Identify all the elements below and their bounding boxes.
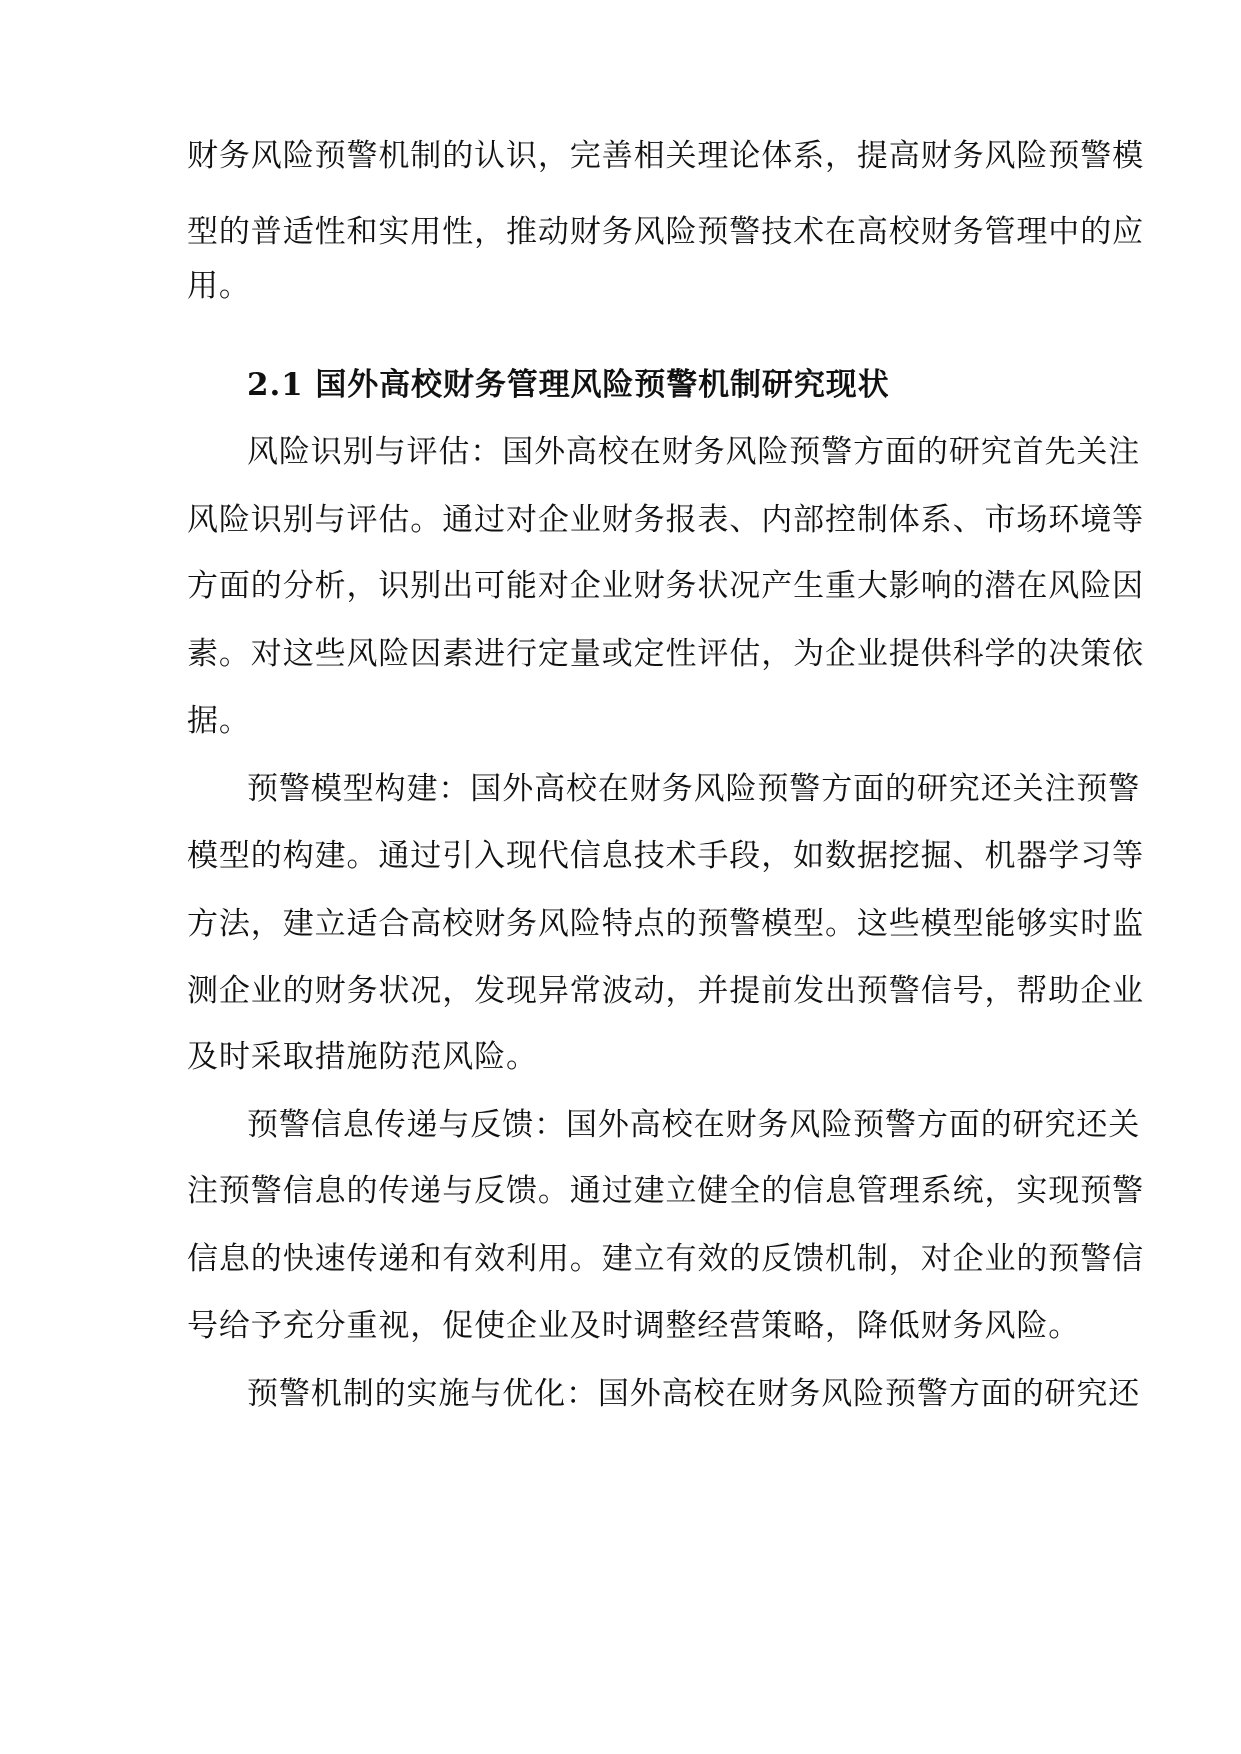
paragraph-2-line-5: 及时采取措施防范风险。	[187, 1039, 538, 1075]
intro-line-3: 用。	[187, 268, 251, 304]
section-heading: 2.1 国外高校财务管理风险预警机制研究现状	[247, 367, 890, 403]
paragraph-3-line-4: 号给予充分重视，促使企业及时调整经营策略，降低财务风险。	[187, 1308, 1081, 1344]
intro-line-1: 财务风险预警机制的认识，完善相关理论体系，提高财务风险预警模	[187, 138, 1144, 174]
paragraph-3-line-2: 注预警信息的传递与反馈。通过建立健全的信息管理系统，实现预警	[187, 1173, 1144, 1209]
paragraph-3-line-3: 信息的快速传递和有效利用。建立有效的反馈机制，对企业的预警信	[187, 1241, 1144, 1277]
paragraph-1-line-4: 素。对这些风险因素进行定量或定性评估，为企业提供科学的决策依	[187, 636, 1144, 672]
paragraph-2-line-2: 模型的构建。通过引入现代信息技术手段，如数据挖掘、机器学习等	[187, 838, 1144, 874]
paragraph-2-line-4: 测企业的财务状况，发现异常波动，并提前发出预警信号，帮助企业	[187, 973, 1144, 1009]
paragraph-4-line-1: 预警机制的实施与优化：国外高校在财务风险预警方面的研究还	[247, 1376, 1141, 1412]
intro-line-2: 型的普适性和实用性，推动财务风险预警技术在高校财务管理中的应	[187, 214, 1144, 250]
paragraph-2-line-3: 方法，建立适合高校财务风险特点的预警模型。这些模型能够实时监	[187, 906, 1144, 942]
paragraph-3-line-1: 预警信息传递与反馈：国外高校在财务风险预警方面的研究还关	[247, 1107, 1141, 1143]
paragraph-1-line-3: 方面的分析，识别出可能对企业财务状况产生重大影响的潜在风险因	[187, 568, 1144, 604]
paragraph-1-line-2: 风险识别与评估。通过对企业财务报表、内部控制体系、市场环境等	[187, 502, 1144, 538]
paragraph-1-line-5: 据。	[187, 703, 251, 739]
paragraph-2-line-1: 预警模型构建：国外高校在财务风险预警方面的研究还关注预警	[247, 771, 1141, 807]
paragraph-1-line-1: 风险识别与评估：国外高校在财务风险预警方面的研究首先关注	[247, 434, 1141, 470]
